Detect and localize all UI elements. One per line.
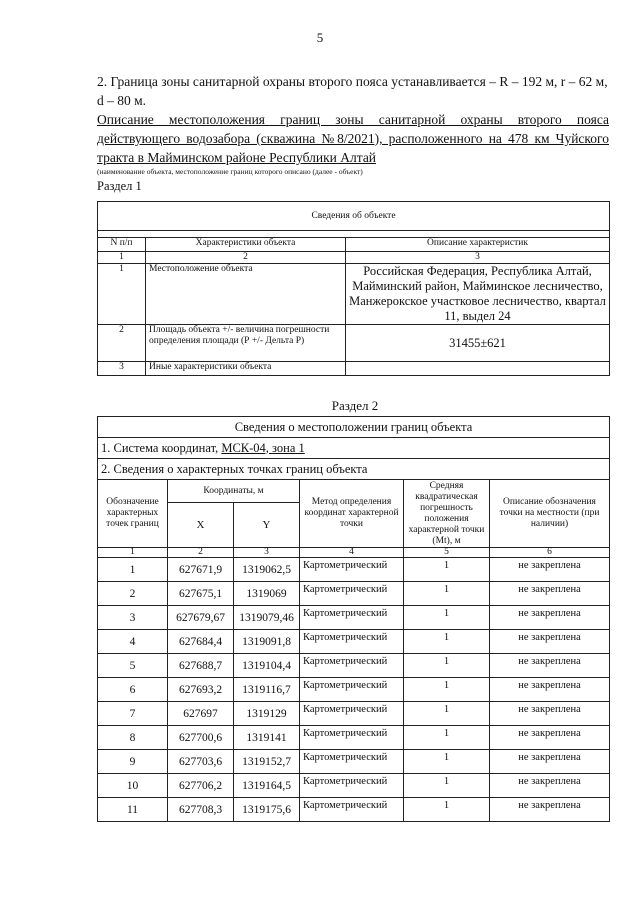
row-number: 2 (98, 325, 146, 362)
point-x: 627684,4 (168, 630, 234, 654)
point-marking: не закреплена (490, 702, 610, 726)
point-method: Картометрический (300, 654, 404, 678)
section1-title: Раздел 1 (97, 179, 142, 193)
point-error: 1 (404, 774, 490, 798)
point-y: 1319175,6 (234, 798, 300, 822)
point-number: 4 (98, 630, 168, 654)
table-row (98, 702, 610, 726)
point-marking: не закреплена (490, 678, 610, 702)
point-method: Картометрический (300, 582, 404, 606)
point-error: 1 (404, 678, 490, 702)
point-number: 6 (98, 678, 168, 702)
col-number: 5 (404, 548, 490, 558)
point-y: 1319129 (234, 702, 300, 726)
point-x: 627688,7 (168, 654, 234, 678)
point-x: 627703,6 (168, 750, 234, 774)
col-y-label: Y (234, 503, 300, 548)
table-row (98, 750, 610, 774)
point-marking: не закреплена (490, 606, 610, 630)
point-marking: не закреплена (490, 750, 610, 774)
table-row (98, 264, 610, 325)
table-row (98, 726, 610, 750)
table-row (98, 582, 610, 606)
col-number: 1 (98, 252, 146, 264)
table-row (98, 606, 610, 630)
point-y: 1319079,46 (234, 606, 300, 630)
object-info-header: Сведения об объекте (98, 202, 610, 231)
point-error: 1 (404, 630, 490, 654)
point-y: 1319104,4 (234, 654, 300, 678)
table-row (98, 630, 610, 654)
point-error: 1 (404, 654, 490, 678)
col-number: 1 (98, 548, 168, 558)
point-y: 1319141 (234, 726, 300, 750)
table-row (98, 558, 610, 582)
point-method: Картометрический (300, 558, 404, 582)
table-row (98, 654, 610, 678)
point-number: 7 (98, 702, 168, 726)
table-row (98, 798, 610, 822)
point-error: 1 (404, 702, 490, 726)
point-marking: не закреплена (490, 654, 610, 678)
table-row (98, 325, 610, 362)
point-x: 627671,9 (168, 558, 234, 582)
point-marking: не закреплена (490, 582, 610, 606)
point-method: Картометрический (300, 702, 404, 726)
point-method: Картометрический (300, 798, 404, 822)
point-number: 11 (98, 798, 168, 822)
coord-system-row (98, 438, 610, 459)
point-y: 1319116,7 (234, 678, 300, 702)
col-number: 6 (490, 548, 610, 558)
boundary-points-table (97, 416, 610, 822)
coord-system-label: 1. Система координат, (101, 440, 222, 455)
col-header-characteristic: Характеристики объекта (146, 238, 346, 252)
row-description (346, 362, 610, 376)
point-method: Картометрический (300, 606, 404, 630)
page-number: 5 (316, 30, 324, 45)
point-x: 627675,1 (168, 582, 234, 606)
col-method-label: Метод определения координат характерной точки (300, 480, 404, 548)
point-y: 1319164,5 (234, 774, 300, 798)
col-number: 2 (168, 548, 234, 558)
point-x: 627706,2 (168, 774, 234, 798)
section2-title: Раздел 2 (331, 398, 379, 413)
object-caption: (наименование объекта, местоположение границ которого описано (далее - объект) (97, 167, 363, 176)
point-number: 10 (98, 774, 168, 798)
point-marking: не закреплена (490, 630, 610, 654)
description-title: Описание местоположения границ зоны санитарной охраны второго пояса действующего водозабора (скважина №8/2021), расположенного на 478 км Чуйского тракта в Майминском районе Республики Алтай (97, 112, 609, 165)
point-error: 1 (404, 582, 490, 606)
point-x: 627693,2 (168, 678, 234, 702)
point-error: 1 (404, 750, 490, 774)
row-description: 31455±621 (346, 325, 610, 362)
zone-boundary-paragraph: 2. Граница зоны санитарной охраны второго пояса устанавливается – R – 192 м, r – 62 м, d – 80 м. (97, 74, 608, 108)
col-header-description: Описание характеристик (346, 238, 610, 252)
table-row (98, 678, 610, 702)
table-row (98, 362, 610, 376)
col-number: 4 (300, 548, 404, 558)
col-number: 3 (346, 252, 610, 264)
point-error: 1 (404, 558, 490, 582)
point-error: 1 (404, 726, 490, 750)
row-description: Российская Федерация, Республика Алтай, Майминский район, Майминское лесничество, Манжерокское участковое лесничество, квартал 11, выдел 24 (346, 264, 610, 325)
points-header: 2. Сведения о характерных точках границ объекта (98, 459, 610, 480)
point-x: 627679,67 (168, 606, 234, 630)
point-method: Картометрический (300, 726, 404, 750)
point-number: 1 (98, 558, 168, 582)
point-y: 1319062,5 (234, 558, 300, 582)
col-x-label: X (168, 503, 234, 548)
point-number: 5 (98, 654, 168, 678)
point-method: Картометрический (300, 678, 404, 702)
point-x: 627708,3 (168, 798, 234, 822)
col-header-n: N п/п (98, 238, 146, 252)
boundary-header: Сведения о местоположении границ объекта (98, 417, 610, 438)
point-number: 2 (98, 582, 168, 606)
point-y: 1319069 (234, 582, 300, 606)
point-y: 1319091,8 (234, 630, 300, 654)
point-method: Картометрический (300, 750, 404, 774)
row-number: 3 (98, 362, 146, 376)
row-characteristic: Местоположение объекта (146, 264, 346, 325)
point-method: Картометрический (300, 774, 404, 798)
row-characteristic: Площадь объекта +/- величина погрешности определения площади (Р +/- Дельта Р) (146, 325, 346, 362)
point-error: 1 (404, 606, 490, 630)
point-method: Картометрический (300, 630, 404, 654)
point-number: 8 (98, 726, 168, 750)
object-info-table (97, 201, 610, 376)
point-marking: не закреплена (490, 798, 610, 822)
point-number: 3 (98, 606, 168, 630)
col-error-label: Средняя квадратическая погрешность положения характерной точки (Mt), м (404, 480, 490, 548)
row-characteristic: Иные характеристики объекта (146, 362, 346, 376)
col-coords-label: Координаты, м (168, 480, 300, 503)
point-error: 1 (404, 798, 490, 822)
table-row (98, 774, 610, 798)
point-x: 627700,6 (168, 726, 234, 750)
col-point-label: Обозначение характерных точек границ (98, 480, 168, 548)
col-number: 2 (146, 252, 346, 264)
point-marking: не закреплена (490, 726, 610, 750)
point-x: 627697 (168, 702, 234, 726)
point-y: 1319152,7 (234, 750, 300, 774)
point-marking: не закреплена (490, 558, 610, 582)
coord-system-value: МСК-04, зона 1 (221, 440, 305, 455)
col-number: 3 (234, 548, 300, 558)
col-marking-label: Описание обозначения точки на местности (при наличии) (490, 480, 610, 548)
point-marking: не закреплена (490, 774, 610, 798)
point-number: 9 (98, 750, 168, 774)
row-number: 1 (98, 264, 146, 325)
